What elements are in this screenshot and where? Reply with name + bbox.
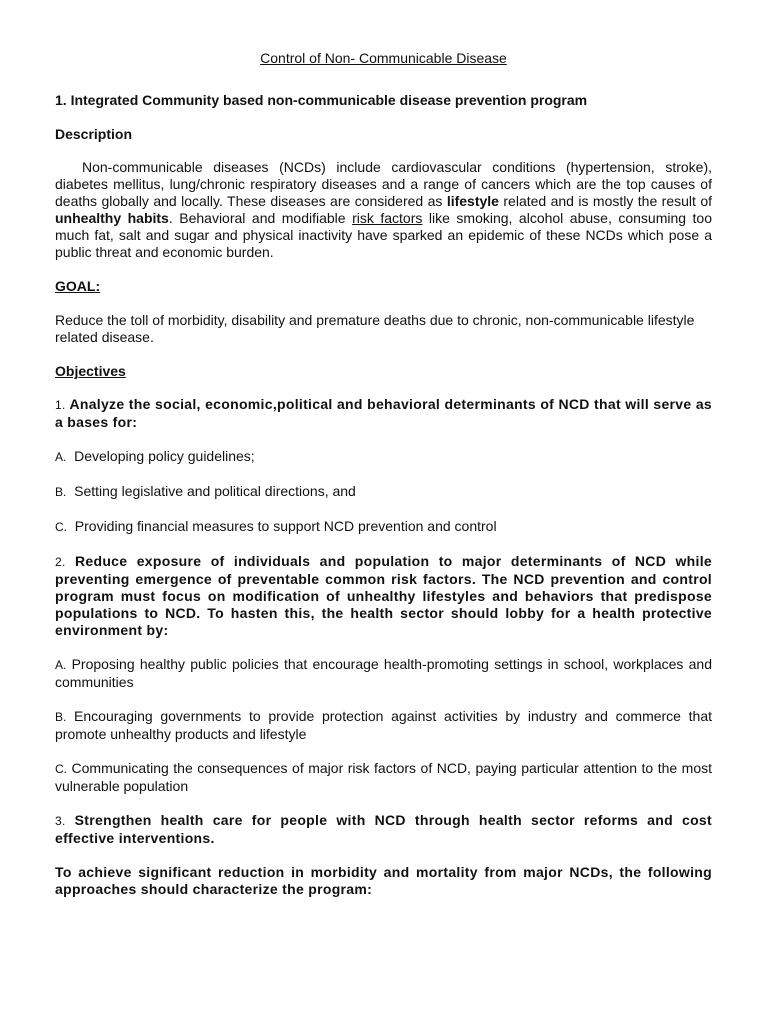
description-paragraph xyxy=(55,159,712,261)
objective-3 xyxy=(55,812,712,847)
description-text-3: . Behavioral and modifiable xyxy=(168,210,353,226)
objective-number: 1. xyxy=(55,398,66,412)
description-text-4: like smoking, alcohol abuse, consuming too much fat, salt and sugar and physical inactivity have sparked an epidemic of these NCDs which pose a public threat and economic burden. xyxy=(55,210,712,260)
objective-text: Strengthen health care for people with NCD through health sector reforms and cost effective interventions. xyxy=(55,812,712,846)
description-text-2: related and is mostly the result of xyxy=(498,193,712,209)
objective-2-item-a xyxy=(55,656,712,691)
item-label: A. xyxy=(55,450,67,464)
objective-1 xyxy=(55,396,712,431)
description-text-1: Non-communicable diseases (NCDs) include cardiovascular conditions (hypertension, stroke), diabetes mellitus, lung/chronic respiratory diseases and a range of cancers which are the top causes of deaths globally and locally. These diseases are considered as xyxy=(55,159,712,209)
item-text: Providing financial measures to support NCD prevention and control xyxy=(74,518,497,534)
description-bold-lifestyle: lifestyle xyxy=(446,193,499,209)
objective-text: Reduce exposure of individuals and population to major determinants of NCD while preventing emergence of preventable common risk factors. The NCD prevention and control program must focus on modification of unhealthy lifestyles and behaviors that predispose populations to NCD. To hasten this, the health sector should lobby for a health protective environment by: xyxy=(55,553,712,638)
goal-text: Reduce the toll of morbidity, disability and premature deaths due to chronic, non-communicable lifestyle related disease. xyxy=(55,312,695,345)
item-text: Communicating the consequences of major risk factors of NCD, paying particular attention to the most vulnerable population xyxy=(55,760,713,794)
objective-2-item-b xyxy=(55,708,712,743)
description-bold-habits: unhealthy habits xyxy=(55,210,169,226)
risk-factors-link[interactable]: risk factors xyxy=(352,210,423,226)
objective-2-item-c xyxy=(55,760,712,795)
item-text: Encouraging governments to provide protection against activities by industry and commerce that promote unhealthy products and lifestyle xyxy=(55,708,713,742)
item-label: A. xyxy=(55,658,67,672)
objective-1-item-a xyxy=(55,448,712,466)
objective-text: Analyze the social, economic,political and behavioral determinants of NCD that will serve as a bases for: xyxy=(55,396,712,430)
objective-1-item-b xyxy=(55,483,712,501)
item-text: Developing policy guidelines; xyxy=(74,448,255,464)
objective-1-item-c xyxy=(55,518,712,536)
document-page xyxy=(55,50,712,898)
item-label: B. xyxy=(55,485,67,499)
section-heading: 1. Integrated Community based non-communicable disease prevention program xyxy=(55,92,588,108)
objective-number: 2. xyxy=(55,555,66,569)
objective-number: 3. xyxy=(55,814,66,828)
item-label: C. xyxy=(55,520,67,534)
description-heading: Description xyxy=(55,126,133,142)
item-label: B. xyxy=(55,710,67,724)
goal-heading: GOAL: xyxy=(55,278,101,294)
document-title: Control of Non- Communicable Disease xyxy=(260,50,507,66)
closing-text: To achieve significant reduction in morbidity and mortality from major NCDs, the following approaches should characterize the program: xyxy=(55,864,712,897)
item-text: Setting legislative and political directions, and xyxy=(74,483,356,499)
objective-2 xyxy=(55,553,712,639)
item-label: C. xyxy=(55,762,67,776)
objectives-heading: Objectives xyxy=(55,363,126,379)
item-text: Proposing healthy public policies that encourage health-promoting settings in school, workplaces and communities xyxy=(55,656,712,690)
